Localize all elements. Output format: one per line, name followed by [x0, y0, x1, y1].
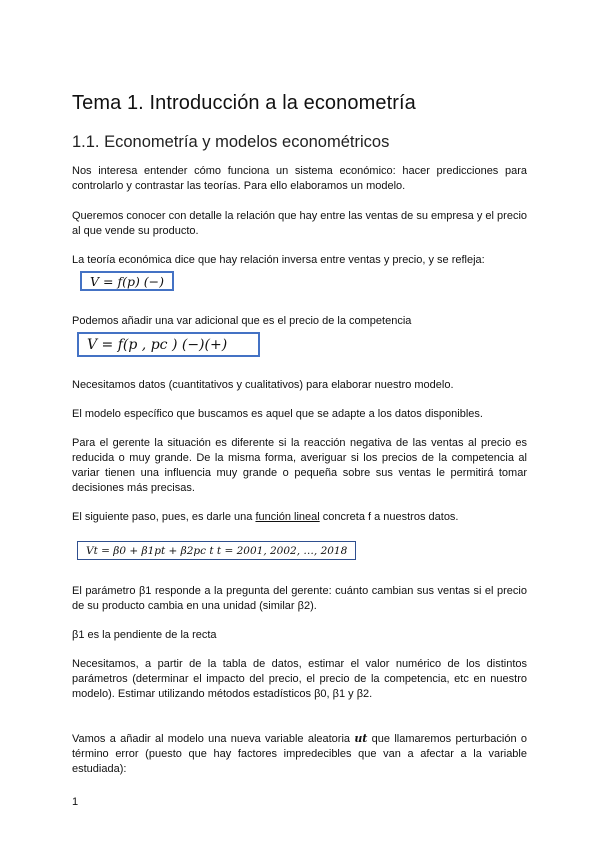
paragraph-8-text-b: concreta f a nuestros datos. — [319, 511, 459, 523]
formula-box-3 — [77, 541, 356, 560]
formula-2: V = f(p , pc ) (−)(+) — [87, 336, 228, 353]
formula-1: V = f(p) (−) — [90, 273, 165, 289]
paragraph-12-text-a: Vamos a añadir al modelo una nueva variable aleatoria — [72, 733, 355, 745]
paragraph-7: Para el gerente la situación es diferente si la reacción negativa de las ventas al precio es reducida o muy grande. De la misma forma, averiguar si los precios de la competencia al variar tienen una influencia muy grande o pequeña sobre sus ventas le permitirá tomar decisiones más precisas. — [72, 437, 527, 494]
paragraph-6: El modelo específico que buscamos es aquel que se adapte a los datos disponibles. — [72, 408, 483, 420]
paragraph-4: Podemos añadir una var adicional que es el precio de la competencia — [72, 315, 412, 327]
formula-3: Vt = β0 + β1pt + β2pc t t = 2001, 2002, …, 2018 — [86, 544, 348, 557]
error-variable: ut — [354, 732, 368, 745]
linear-function-link[interactable]: función lineal — [255, 511, 320, 523]
paragraph-1: Nos interesa entender cómo funciona un sistema económico: hacer predicciones para controlarlo y contrastar las teorías. Para ello elaboramos un modelo. — [72, 165, 527, 192]
paragraph-2: Queremos conocer con detalle la relación que hay entre las ventas de su empresa y el precio al que vende su producto. — [72, 210, 527, 237]
formula-box-1 — [80, 271, 174, 291]
paragraph-9: El parámetro β1 responde a la pregunta del gerente: cuánto cambian sus ventas si el precio de su producto cambia en una unidad (similar β2). — [72, 585, 527, 612]
paragraph-3: La teoría económica dice que hay relación inversa entre ventas y precio, y se refleja: — [72, 254, 485, 266]
paragraph-8 — [72, 510, 527, 525]
section-heading: 1.1. Econometría y modelos econométricos — [72, 133, 390, 151]
paragraph-11: Necesitamos, a partir de la tabla de datos, estimar el valor numérico de los distintos parámetros (determinar el impacto del precio, el precio de la competencia, etc en nuestro modelo). Estimar utilizando métodos estadísticos β0, β1 y β2. — [72, 658, 527, 700]
page-number: 1 — [72, 796, 79, 808]
formula-box-2 — [77, 332, 260, 357]
paragraph-10: β1 es la pendiente de la recta — [72, 629, 217, 641]
paragraph-5: Necesitamos datos (cuantitativos y cualitativos) para elaborar nuestro modelo. — [72, 379, 454, 391]
paragraph-12-text-b: que llamaremos perturbación o término error (puesto que hay factores impredecibles que van a afectar a la variable estudiada): — [72, 733, 527, 775]
paragraph-12 — [72, 731, 527, 777]
paragraph-8-text-a: El siguiente paso, pues, es darle una — [72, 511, 256, 523]
page-title: Tema 1. Introducción a la econometría — [72, 92, 416, 114]
